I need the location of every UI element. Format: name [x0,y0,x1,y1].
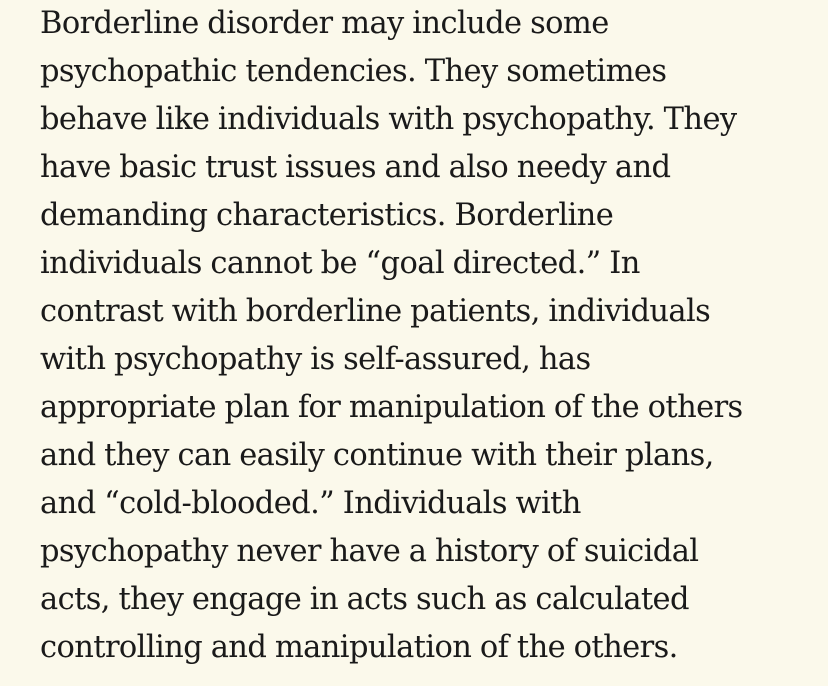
paragraph-line: contrast with borderline patients, individuals [40,294,711,329]
paragraph-line: psychopathy never have a history of suicidal [40,534,699,569]
paragraph-line: have basic trust issues and also needy and [40,150,671,185]
paragraph-line: controlling and manipulation of the others. [40,630,678,665]
paragraph-line: psychopathic tendencies. They sometimes [40,54,667,89]
paragraph-line: demanding characteristics. Borderline [40,198,614,233]
paragraph-line: with psychopathy is self-assured, has [40,342,591,377]
body-paragraph [40,0,820,672]
paragraph-line: and “cold-blooded.” Individuals with [40,486,581,521]
paragraph-line: behave like individuals with psychopathy. They [40,102,737,137]
paragraph-line: individuals cannot be “goal directed.” In [40,246,640,281]
paragraph-line: Borderline disorder may include some [40,6,609,41]
paragraph-line: acts, they engage in acts such as calculated [40,582,689,617]
paragraph-line: and they can easily continue with their plans, [40,438,714,473]
paragraph-line: appropriate plan for manipulation of the others [40,390,743,425]
